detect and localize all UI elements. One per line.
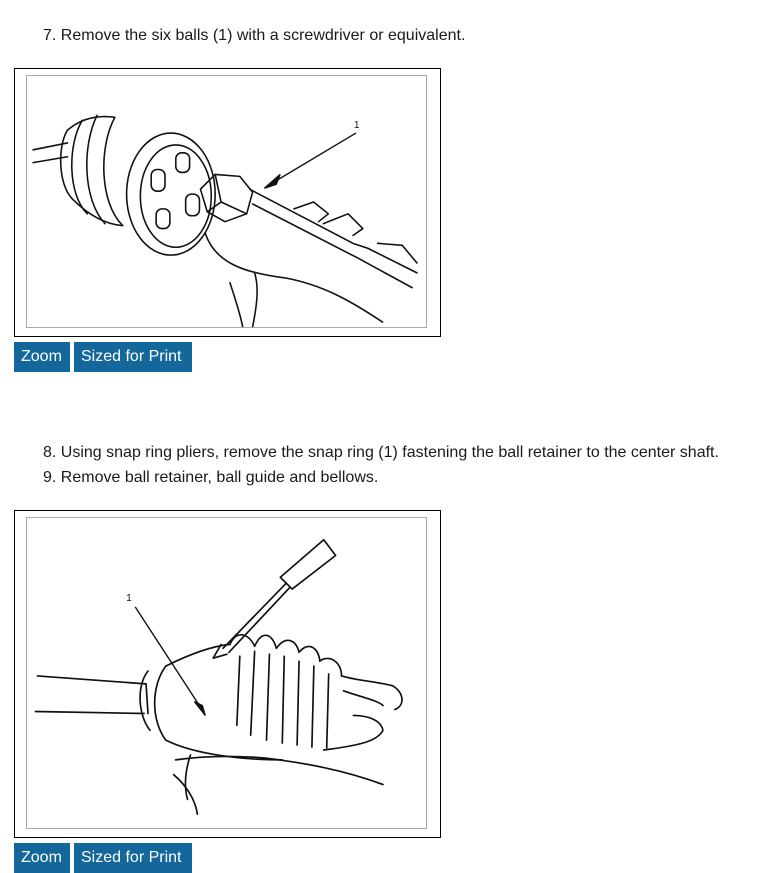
zoom-button-1[interactable]: Zoom: [14, 342, 70, 372]
figure-remove-balls-frame: [26, 75, 427, 328]
remove-snap-ring-illustration: [27, 518, 426, 828]
figure-2-callout: 1: [126, 592, 132, 604]
zoom-button-2[interactable]: Zoom: [14, 843, 70, 873]
figure-remove-snap-ring: [14, 510, 441, 838]
step-8-text: 8. Using snap ring pliers, remove the snap ring (1) fastening the ball retainer to the center shaft.: [43, 444, 719, 461]
figure-remove-snap-ring-frame: [26, 517, 427, 829]
sized-for-print-button-1[interactable]: Sized for Print: [74, 342, 192, 372]
sized-for-print-button-2[interactable]: Sized for Print: [74, 843, 192, 873]
remove-balls-illustration: [27, 76, 426, 327]
figure-1-callout: 1: [353, 120, 360, 132]
step-7-text: 7. Remove the six balls (1) with a screwdriver or equivalent.: [43, 27, 466, 44]
step-9-text: 9. Remove ball retainer, ball guide and bellows.: [43, 469, 379, 486]
figure-remove-balls: [14, 68, 441, 337]
